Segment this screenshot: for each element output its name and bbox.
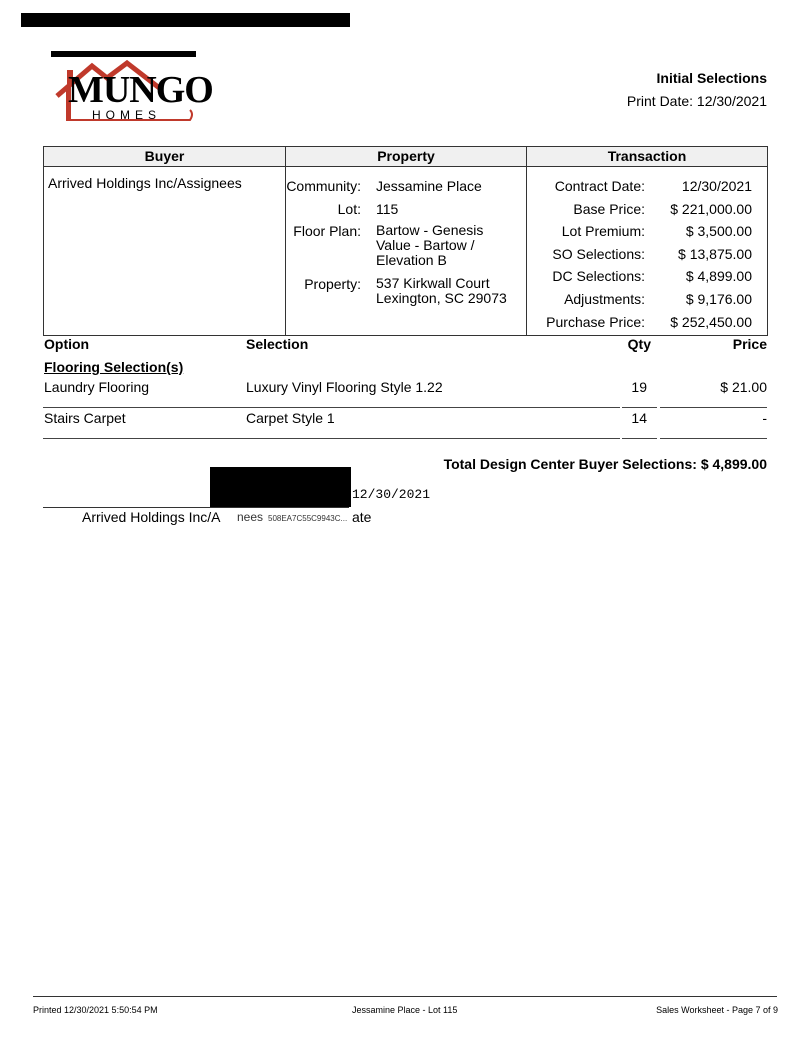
property-header: Property: [286, 147, 526, 167]
contract-date-label: Contract Date:: [554, 178, 645, 194]
signer-name-tail: nees: [237, 510, 264, 524]
adjustments-value: $ 9,176.00: [685, 291, 752, 307]
lot-value: 115: [376, 201, 399, 217]
docusign-id: 508EA7C55C9943C...: [268, 514, 348, 523]
property-label: Property:: [304, 276, 361, 292]
base-price-value: $ 221,000.00: [670, 201, 752, 217]
date-label: ate: [352, 509, 372, 525]
footer-printed: Printed 12/30/2021 5:50:54 PM: [33, 1005, 158, 1015]
lot-premium-label: Lot Premium:: [561, 223, 645, 239]
mungo-homes-logo: [52, 58, 213, 126]
price-header: Price: [732, 336, 767, 352]
dc-selections-label: DC Selections:: [552, 268, 645, 284]
qty-cell: 19: [631, 379, 647, 395]
base-price-label: Base Price:: [573, 201, 645, 217]
transaction-header: Transaction: [527, 147, 767, 167]
buyer-header: Buyer: [44, 147, 285, 167]
qty-header: Qty: [627, 336, 651, 352]
selection-cell: Carpet Style 1: [246, 410, 335, 426]
purchase-price-label: Purchase Price:: [546, 314, 645, 330]
logo-subtext: HOMES: [92, 108, 162, 122]
total-dc-selections: Total Design Center Buyer Selections: $ 4,899.00: [443, 456, 767, 472]
document-title: Initial Selections: [656, 70, 767, 86]
category-heading: Flooring Selection(s): [44, 359, 184, 375]
buyer-name: Arrived Holdings Inc/Assignees: [48, 175, 242, 191]
footer-page: Sales Worksheet - Page 7 of 9: [656, 1005, 778, 1015]
qty-cell: 14: [631, 410, 647, 426]
option-cell: Stairs Carpet: [44, 410, 126, 426]
community-value: Jessamine Place: [376, 178, 482, 194]
price-cell: $ 21.00: [720, 379, 767, 395]
lot-label: Lot:: [337, 201, 361, 217]
price-cell: -: [762, 410, 767, 426]
floor-plan-label: Floor Plan:: [293, 223, 361, 239]
footer-center: Jessamine Place - Lot 115: [352, 1005, 458, 1015]
redaction-bar: [51, 51, 196, 57]
adjustments-label: Adjustments:: [564, 291, 645, 307]
print-date: Print Date: 12/30/2021: [626, 93, 767, 109]
logo-text: MUNGO: [68, 69, 213, 111]
purchase-price-value: $ 252,450.00: [670, 314, 752, 330]
selection-header: Selection: [246, 336, 309, 352]
signature-date: 12/30/2021: [352, 487, 431, 502]
redaction-bar: [21, 13, 350, 27]
community-label: Community:: [286, 178, 361, 194]
option-header: Option: [44, 336, 90, 352]
so-selections-value: $ 13,875.00: [678, 246, 752, 262]
option-cell: Laundry Flooring: [44, 379, 150, 395]
lot-premium-value: $ 3,500.00: [685, 223, 752, 239]
property-address: 537 Kirkwall Court Lexington, SC 29073: [376, 275, 507, 306]
signature-redaction: [210, 467, 351, 507]
selection-cell: Luxury Vinyl Flooring Style 1.22: [246, 379, 443, 395]
contract-date-value: 12/30/2021: [681, 178, 752, 194]
signer-name: Arrived Holdings Inc/A: [82, 509, 221, 525]
floor-plan-value: Bartow - Genesis Value - Bartow / Elevation B: [376, 222, 484, 268]
dc-selections-value: $ 4,899.00: [685, 268, 752, 284]
so-selections-label: SO Selections:: [552, 246, 645, 262]
